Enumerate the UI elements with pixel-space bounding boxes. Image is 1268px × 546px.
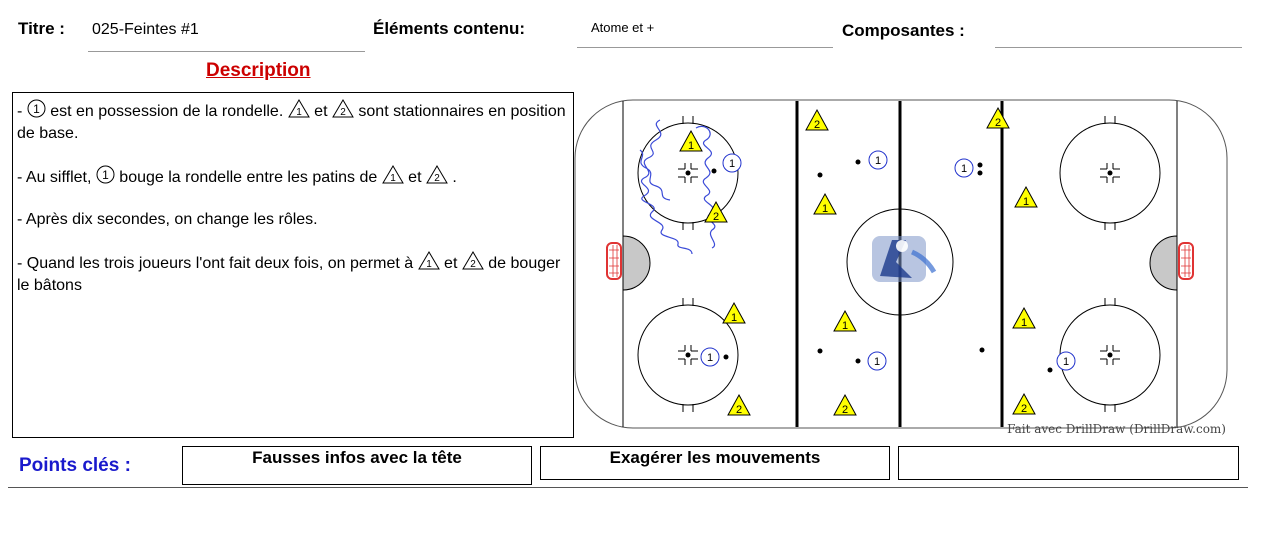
key-point-2: Exagérer les mouvements [540, 446, 890, 480]
defender-1-icon [418, 251, 440, 270]
key-point-1: Fausses infos avec la tête [182, 446, 532, 485]
attacker-icon [27, 99, 46, 118]
hockey-player-logo-icon [872, 236, 934, 282]
defender-2-icon [332, 99, 354, 118]
key-points-label: Points clés : [19, 455, 131, 476]
description-paragraph-4: - Quand les trois joueurs l'ont fait deux fois, on permet à 1 et 2 de bouger le bâtons [17, 251, 569, 297]
defender-2-icon [462, 251, 484, 270]
attacker-1 [723, 154, 741, 172]
defender-1-icon [288, 99, 310, 118]
description-paragraph-3: - Après dix secondes, on change les rôles. [17, 211, 318, 228]
titre-label: Titre : [18, 19, 65, 38]
svg-text:2: 2 [340, 107, 346, 118]
svg-text:1: 1 [102, 168, 109, 182]
drilldraw-credit: Fait avec DrillDraw (DrillDraw.com) [1007, 422, 1226, 436]
defender-2-icon [426, 165, 448, 184]
svg-text:1: 1 [425, 259, 432, 270]
composantes-label: Composantes : [842, 21, 965, 40]
svg-text:1: 1 [295, 107, 302, 118]
svg-text:2: 2 [434, 173, 440, 184]
description-box [12, 92, 574, 438]
svg-text:2: 2 [470, 259, 476, 270]
rink-diagram [570, 92, 1232, 438]
bottom-divider [8, 487, 1248, 488]
svg-text:1: 1 [32, 102, 40, 116]
svg-text:1: 1 [389, 173, 396, 184]
description-paragraph-1: - 1 est en possession de la rondelle. 1 et 2 sont stationnaires en position de base. [17, 99, 569, 145]
elements-value: Atome et + [591, 20, 655, 35]
composantes-field[interactable] [995, 19, 1242, 48]
key-point-3 [898, 446, 1239, 480]
defender-1-icon [382, 165, 404, 184]
titre-value: 025-Feintes #1 [92, 21, 199, 38]
description-paragraph-2: - Au sifflet, 1 bouge la rondelle entre les patins de 1 et 2 . [17, 165, 569, 189]
net-left [607, 243, 621, 279]
description-heading: Description [206, 60, 311, 81]
attacker-icon [96, 165, 115, 184]
titre-field[interactable] [88, 19, 365, 52]
elements-field[interactable] [577, 19, 833, 48]
net-right [1179, 243, 1193, 279]
elements-label: Éléments contenu: [373, 19, 526, 38]
